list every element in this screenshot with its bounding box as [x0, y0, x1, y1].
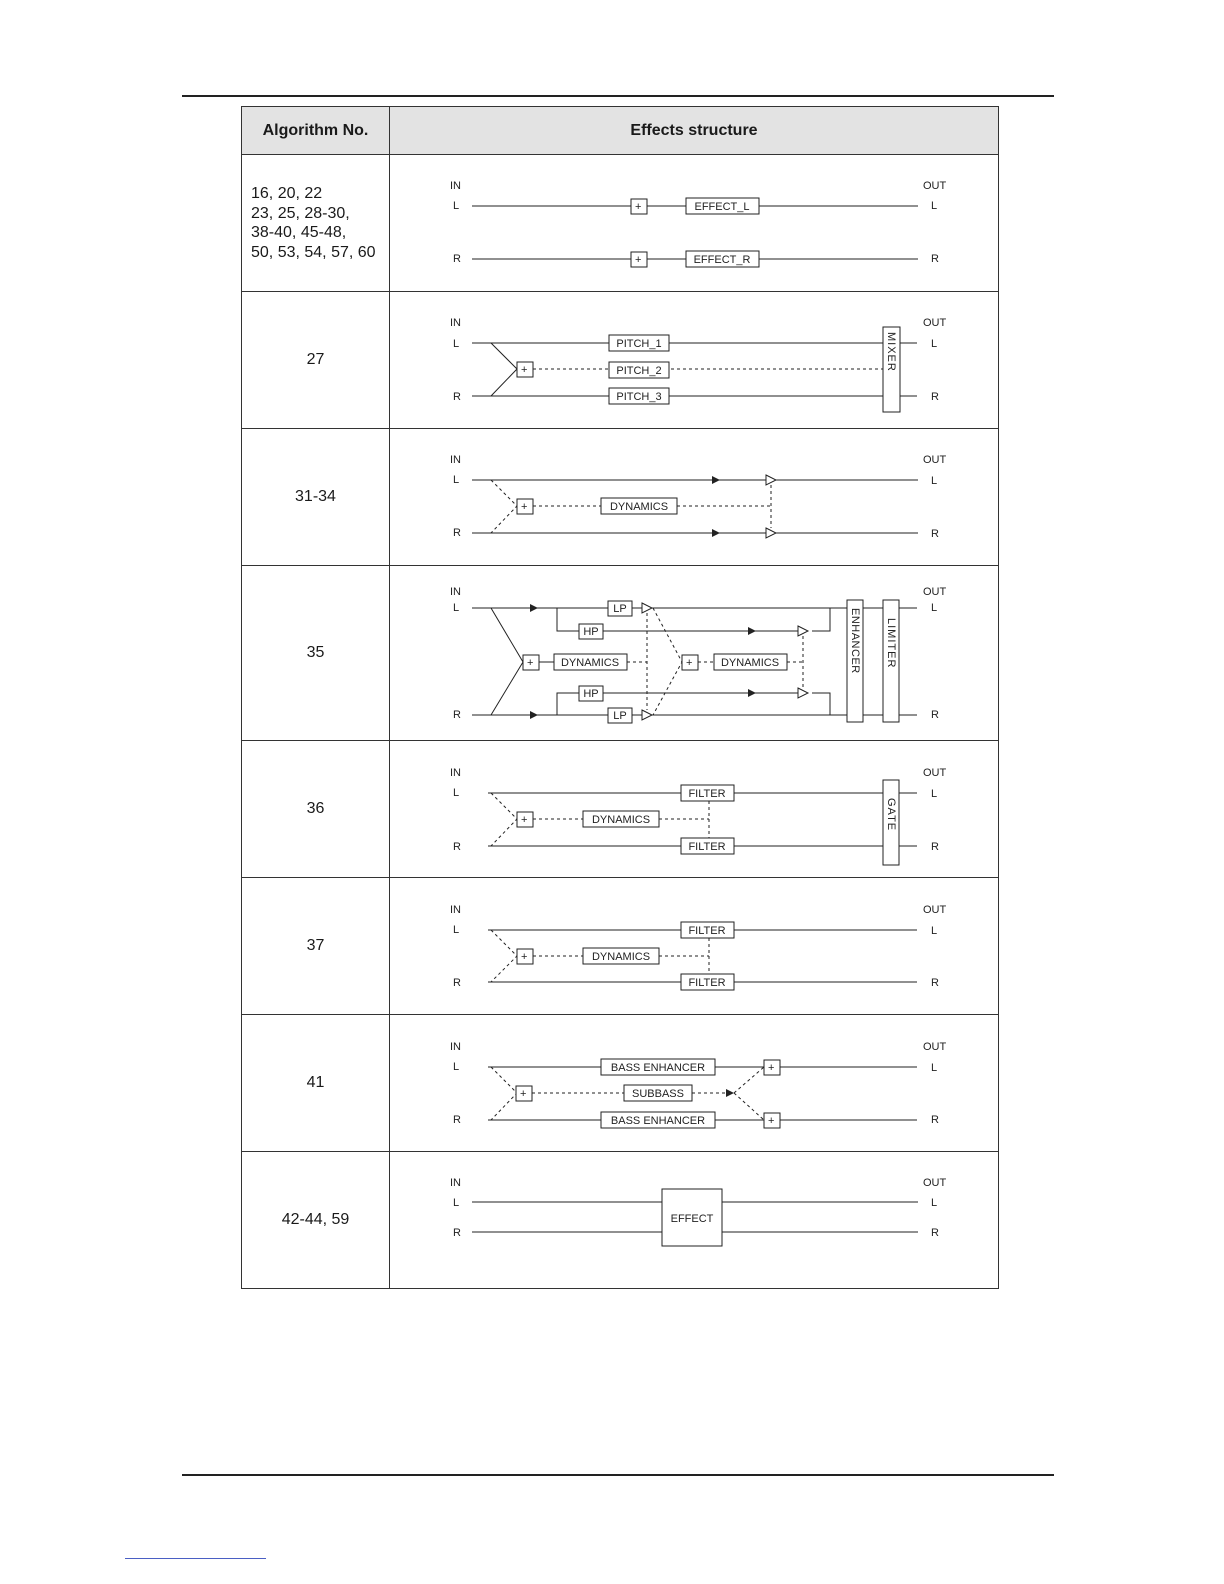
right-out-label: R	[931, 841, 939, 853]
left-in-label: L	[453, 474, 460, 486]
sum-label: +	[686, 657, 693, 669]
left-in-label: L	[453, 338, 460, 350]
algorithm-number: 42-44, 59	[242, 1152, 390, 1289]
mixer-label: MIXER	[885, 332, 897, 372]
right-in-label: R	[453, 1114, 461, 1126]
limiter-label: LIMITER	[885, 618, 897, 669]
out-label: OUT	[923, 767, 947, 779]
out-label: OUT	[923, 586, 947, 598]
dynamics-label: DYNAMICS	[591, 951, 651, 963]
in-label: IN	[450, 904, 461, 916]
arrow-icon	[748, 627, 756, 635]
right-in-label: R	[453, 977, 461, 989]
signal-flow-diagram	[390, 429, 1000, 565]
sum-label: +	[521, 814, 528, 826]
effect-r-label: EFFECT_R	[693, 254, 751, 266]
left-in-label: L	[453, 1197, 460, 1209]
out-label: OUT	[923, 1041, 947, 1053]
sum-label: +	[520, 1088, 527, 1100]
left-out-label: L	[931, 200, 938, 212]
filter-label: FILTER	[688, 977, 726, 989]
gate-label: GATE	[885, 798, 897, 832]
vca-triangle-icon	[798, 688, 808, 698]
sum-label: +	[521, 364, 528, 376]
mix-split	[491, 343, 517, 396]
algorithm-line: 50, 53, 54, 57, 60	[251, 243, 376, 261]
dashed-merge	[734, 1067, 764, 1093]
arrow-icon	[748, 689, 756, 697]
vca-triangle-icon	[766, 475, 776, 485]
table-header-row	[242, 107, 999, 155]
in-label: IN	[450, 1041, 461, 1053]
sum-label: +	[521, 501, 528, 513]
algorithm-number: 36	[242, 741, 390, 878]
left-out-label: L	[931, 788, 938, 800]
algorithm-number: 31-34	[242, 429, 390, 566]
dynamics-label: DYNAMICS	[720, 657, 780, 669]
arrow-icon	[530, 604, 538, 612]
filter-label: FILTER	[688, 925, 726, 937]
header-rule	[182, 95, 1054, 97]
sum-label: +	[635, 254, 642, 266]
algorithm-line: 23, 25, 28-30,	[251, 204, 350, 222]
dashed-split	[491, 793, 517, 846]
dynamics-label: DYNAMICS	[560, 657, 620, 669]
signal-flow-diagram	[390, 155, 1000, 291]
table-row	[242, 155, 999, 292]
lp-label: LP	[613, 710, 627, 722]
left-out-label: L	[931, 338, 938, 350]
column-header-algorithm: Algorithm No.	[242, 107, 390, 155]
pitch-1-label: PITCH_1	[616, 338, 662, 350]
algorithm-number: 37	[242, 878, 390, 1015]
sum-label: +	[635, 201, 642, 213]
algorithm-number: 35	[242, 566, 390, 741]
dynamics-label: DYNAMICS	[609, 501, 669, 513]
effect-label: EFFECT	[670, 1213, 714, 1225]
dashed-merge	[734, 1093, 764, 1120]
vca-triangle-icon	[766, 528, 776, 538]
filter-label: FILTER	[688, 841, 726, 853]
footer-link-underline	[125, 1558, 266, 1559]
in-label: IN	[450, 454, 461, 466]
signal-flow-diagram	[390, 1015, 1000, 1151]
footer-rule	[182, 1474, 1054, 1476]
filter-label: FILTER	[688, 788, 726, 800]
effects-diagram	[390, 429, 999, 566]
sum-label: +	[527, 657, 534, 669]
algorithm-number: 27	[242, 292, 390, 429]
right-out-label: R	[931, 1227, 939, 1239]
lp-label: LP	[613, 603, 627, 615]
left-in-label: L	[453, 200, 460, 212]
right-in-label: R	[453, 527, 461, 539]
table-row	[242, 429, 999, 566]
effects-diagram	[390, 878, 999, 1015]
vca-triangle-icon	[798, 626, 808, 636]
in-label: IN	[450, 180, 461, 192]
in-label: IN	[450, 1177, 461, 1189]
left-in-label: L	[453, 924, 460, 936]
effects-diagram	[390, 741, 999, 878]
signal-flow-diagram	[390, 878, 1000, 1014]
right-in-label: R	[453, 253, 461, 265]
effects-diagram	[390, 292, 999, 429]
signal-flow-diagram	[390, 741, 1000, 877]
dynamics-label: DYNAMICS	[591, 814, 651, 826]
table-row	[242, 1152, 999, 1289]
vca-triangle-icon	[642, 710, 652, 720]
right-in-label: R	[453, 709, 461, 721]
dashed-split	[491, 1067, 517, 1120]
effect-l-label: EFFECT_L	[694, 201, 750, 213]
out-label: OUT	[923, 904, 947, 916]
right-out-label: R	[931, 1114, 939, 1126]
enhancer-label: ENHANCER	[849, 608, 861, 674]
right-in-label: R	[453, 391, 461, 403]
algorithm-table	[241, 106, 999, 1289]
hp-merge-line	[812, 693, 830, 715]
dashed-split	[491, 930, 517, 982]
subbass-label: SUBBASS	[632, 1088, 684, 1100]
left-out-label: L	[931, 602, 938, 614]
dashed-split	[491, 480, 517, 533]
sum-label: +	[768, 1062, 775, 1074]
left-out-label: L	[931, 1197, 938, 1209]
sum-label: +	[521, 951, 528, 963]
right-out-label: R	[931, 528, 939, 540]
out-label: OUT	[923, 180, 947, 192]
in-label: IN	[450, 586, 461, 598]
left-out-label: L	[931, 925, 938, 937]
hp-merge-line	[812, 608, 830, 631]
bass-enhancer-label: BASS ENHANCER	[610, 1062, 706, 1074]
out-label: OUT	[923, 317, 947, 329]
table-row	[242, 292, 999, 429]
effects-diagram	[390, 1152, 999, 1289]
sum-label: +	[768, 1115, 775, 1127]
right-out-label: R	[931, 253, 939, 265]
right-in-label: R	[453, 1227, 461, 1239]
signal-flow-diagram	[390, 1152, 1000, 1288]
bass-enhancer-label: BASS ENHANCER	[610, 1115, 706, 1127]
vca-triangle-icon	[642, 603, 652, 613]
left-out-label: L	[931, 1062, 938, 1074]
arrow-icon	[726, 1089, 734, 1097]
in-label: IN	[450, 317, 461, 329]
effects-diagram	[390, 1015, 999, 1152]
arrow-icon	[712, 529, 720, 537]
right-out-label: R	[931, 709, 939, 721]
left-in-label: L	[453, 602, 460, 614]
pitch-3-label: PITCH_3	[616, 391, 662, 403]
effects-diagram	[390, 566, 999, 741]
left-in-label: L	[453, 787, 460, 799]
dashed-split	[653, 608, 682, 715]
right-out-label: R	[931, 977, 939, 989]
arrow-icon	[530, 711, 538, 719]
right-in-label: R	[453, 841, 461, 853]
algorithm-number: 41	[242, 1015, 390, 1152]
mix-split	[491, 608, 523, 715]
table-row	[242, 1015, 999, 1152]
hp-label: HP	[583, 626, 599, 638]
hp-label: HP	[583, 688, 599, 700]
table-row	[242, 878, 999, 1015]
algorithm-numbers	[242, 155, 390, 292]
table-row	[242, 741, 999, 878]
left-out-label: L	[931, 475, 938, 487]
signal-flow-diagram	[390, 566, 1000, 740]
arrow-icon	[712, 476, 720, 484]
right-out-label: R	[931, 391, 939, 403]
column-header-effects: Effects structure	[390, 107, 999, 155]
left-in-label: L	[453, 1061, 460, 1073]
out-label: OUT	[923, 454, 947, 466]
algorithm-line: 16, 20, 22	[251, 185, 323, 202]
in-label: IN	[450, 767, 461, 779]
signal-flow-diagram	[390, 292, 1000, 428]
out-label: OUT	[923, 1177, 947, 1189]
pitch-2-label: PITCH_2	[616, 365, 662, 377]
algorithm-line: 38-40, 45-48,	[251, 224, 347, 241]
table-row	[242, 566, 999, 741]
effects-diagram	[390, 155, 999, 292]
